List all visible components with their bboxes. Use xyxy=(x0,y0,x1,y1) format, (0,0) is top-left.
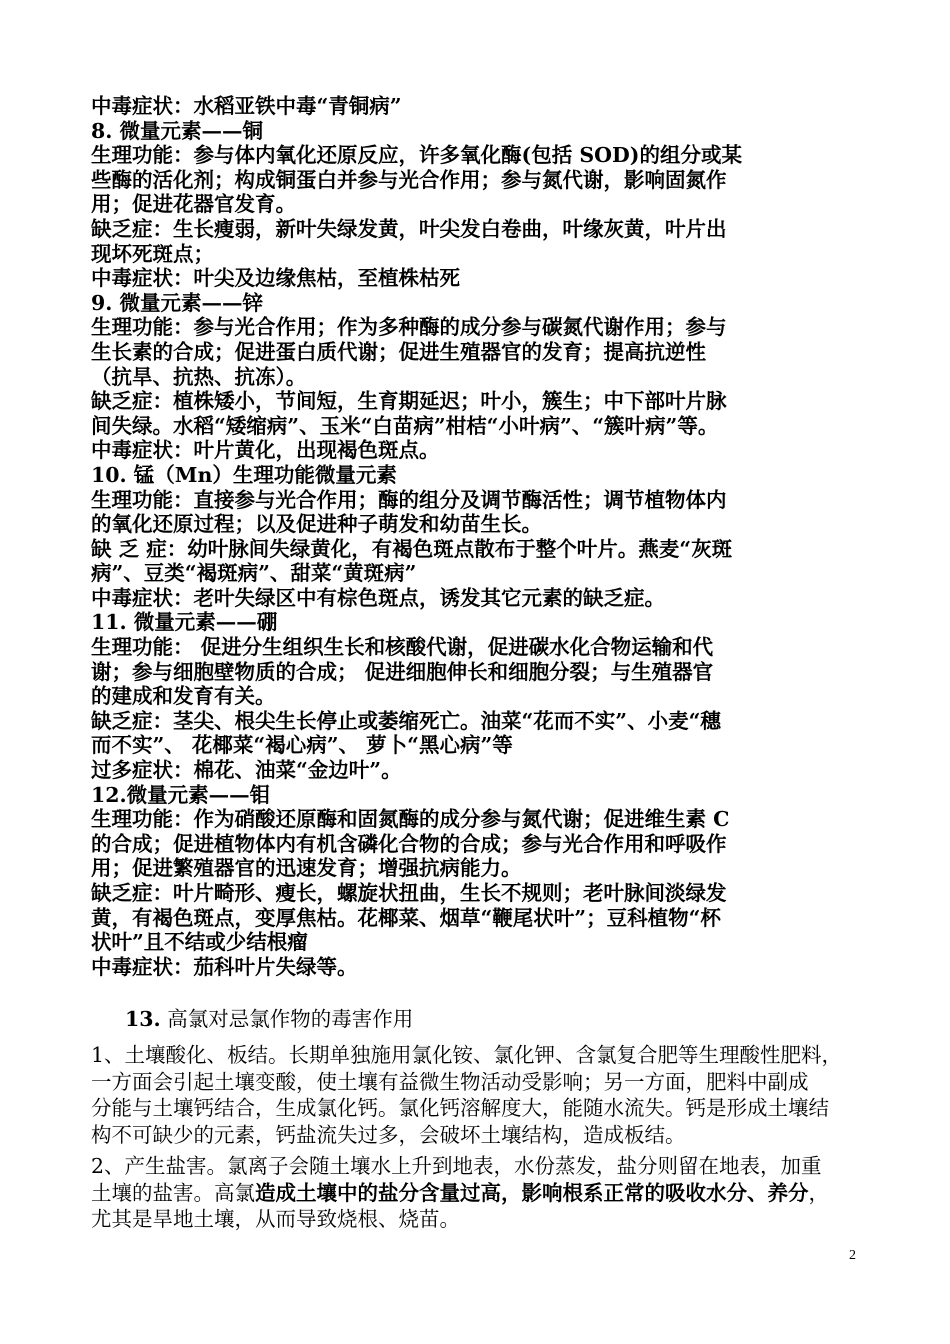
text-line: 生理功能：作为硝酸还原酶和固氮酶的成分参与氮代谢；促进维生素 C xyxy=(91,807,730,832)
section-heading-molybdenum: 12.微量元素——钼 xyxy=(91,782,271,807)
text-line: 的建成和发育有关。 xyxy=(91,684,276,709)
text-line: 分能与土壤钙结合，生成氯化钙。氯化钙溶解度大，能随水流失。钙是形成土壤结 xyxy=(91,1096,829,1120)
text-line: 中毒症状：茄科叶片失绿等。 xyxy=(91,954,358,979)
text-line: 中毒症状：叶片黄化，出现褐色斑点。 xyxy=(91,438,440,463)
text-line: 用；促进花器官发育。 xyxy=(91,192,296,217)
text-emphasis: 造成土壤中的盐分含量过高，影响根系正常的吸收水分、养分 xyxy=(255,1180,809,1205)
text-line: 的氧化还原过程；以及促进种子萌发和幼苗生长。 xyxy=(91,512,542,537)
text-line: 缺 乏 症：幼叶脉间失绿黄化，有褐色斑点散布于整个叶片。燕麦“灰斑 xyxy=(91,536,733,561)
text-line: 生理功能： 促进分生组织生长和核酸代谢，促进碳水化合物运输和代 xyxy=(91,635,714,660)
text-line: 一方面会引起土壤变酸，使土壤有益微生物活动受影响；另一方面，肥料中副成 xyxy=(91,1069,809,1094)
text-line: 生长素的合成；促进蛋白质代谢；促进生殖器官的发育；提高抗逆性 xyxy=(91,339,706,364)
text-line: 构不可缺少的元素，钙盐流失过多，会破坏土壤结构，造成板结。 xyxy=(91,1122,686,1147)
paragraph-soil-acidification xyxy=(91,1042,861,1148)
text-line: 缺乏症：茎尖、根尖生长停止或萎缩死亡。油菜“花而不实”、小麦“穗 xyxy=(91,708,721,733)
page-number: 2 xyxy=(849,1248,856,1263)
section-heading-boron: 11. 微量元素——硼 xyxy=(91,610,278,635)
paragraph-salt-damage xyxy=(91,1153,861,1233)
text-line: 间失绿。水稻“矮缩病”、玉米“白苗病”柑桔“小叶病”、“簇叶病”等。 xyxy=(91,413,719,438)
text-line: （抗旱、抗热、抗冻）。 xyxy=(91,364,307,389)
heading-number: 13. xyxy=(125,1007,161,1031)
text-line: 2、产生盐害。氯离子会随土壤水上升到地表，水份蒸发，盐分则留在地表，加重 xyxy=(91,1154,822,1178)
section-heading-manganese: 10. 锰（Mn）生理功能微量元素 xyxy=(91,462,397,487)
text-line: 些酶的活化剂；构成铜蛋白并参与光合作用；参与氮代谢，影响固氮作 xyxy=(91,167,727,192)
text-line: 1、土壤酸化、板结。长期单独施用氯化铵、氯化钾、含氯复合肥等生理酸性肥料， xyxy=(91,1043,843,1067)
text-normal: ， xyxy=(808,1180,829,1205)
text-line: 过多症状：棉花、油菜“金边叶”。 xyxy=(91,758,402,783)
text-line: 谢；参与细胞壁物质的合成； 促进细胞伸长和细胞分裂；与生殖器官 xyxy=(91,659,714,684)
text-normal: 土壤的盐害。高氯 xyxy=(91,1180,255,1205)
text-line: 的合成；促进植物体内有机含磷化合物的合成；参与光合作用和呼吸作 xyxy=(91,831,727,856)
text-line: 用；促进繁殖器官的迅速发育；增强抗病能力。 xyxy=(91,856,522,881)
heading-text: 高氯对忌氯作物的毒害作用 xyxy=(160,1007,414,1031)
text-line: 现坏死斑点； xyxy=(91,241,214,266)
text-line: 状叶”且不结或少结根瘤 xyxy=(91,930,308,955)
section-heading-chlorine xyxy=(125,1006,413,1032)
text-line: 而不实”、 花椰菜“褐心病”、 萝卜“黑心病”等 xyxy=(91,733,513,758)
text-line: 中毒症状：叶尖及边缘焦枯，至植株枯死 xyxy=(91,266,460,291)
text-line: 黄，有褐色斑点，变厚焦枯。花椰菜、烟草“鞭尾状叶”；豆科植物“杯 xyxy=(91,905,721,930)
text-line: 缺乏症：生长瘦弱，新叶失绿发黄，叶尖发白卷曲，叶缘灰黄，叶片出 xyxy=(91,216,727,241)
text-line: 缺乏症：植株矮小，节间短，生育期延迟；叶小，簇生；中下部叶片脉 xyxy=(91,389,727,414)
text-line: 生理功能：直接参与光合作用；酶的组分及调节酶活性；调节植物体内 xyxy=(91,487,727,512)
text-line: 生理功能：参与体内氧化还原反应，许多氧化酶(包括 SOD)的组分或某 xyxy=(91,143,742,168)
text-line: 尤其是旱地土壤，从而导致烧根、烧苗。 xyxy=(91,1207,460,1231)
text-line: 病”、豆类“褐斑病”、甜菜“黄斑病” xyxy=(91,561,417,586)
text-line: 缺乏症：叶片畸形、瘦长，螺旋状扭曲，生长不规则；老叶脉间淡绿发 xyxy=(91,881,727,905)
text-line xyxy=(91,1180,861,1207)
section-heading-copper: 8. 微量元素——铜 xyxy=(91,118,264,143)
section-heading-zinc: 9. 微量元素——锌 xyxy=(91,290,264,315)
text-line: 生理功能：参与光合作用；作为多种酶的成分参与碳氮代谢作用；参与 xyxy=(91,315,727,340)
text-line: 中毒症状：水稻亚铁中毒“青铜病” xyxy=(91,94,402,118)
text-line: 中毒症状：老叶失绿区中有棕色斑点，诱发其它元素的缺乏症。 xyxy=(91,585,665,610)
micronutrient-section xyxy=(91,94,821,979)
